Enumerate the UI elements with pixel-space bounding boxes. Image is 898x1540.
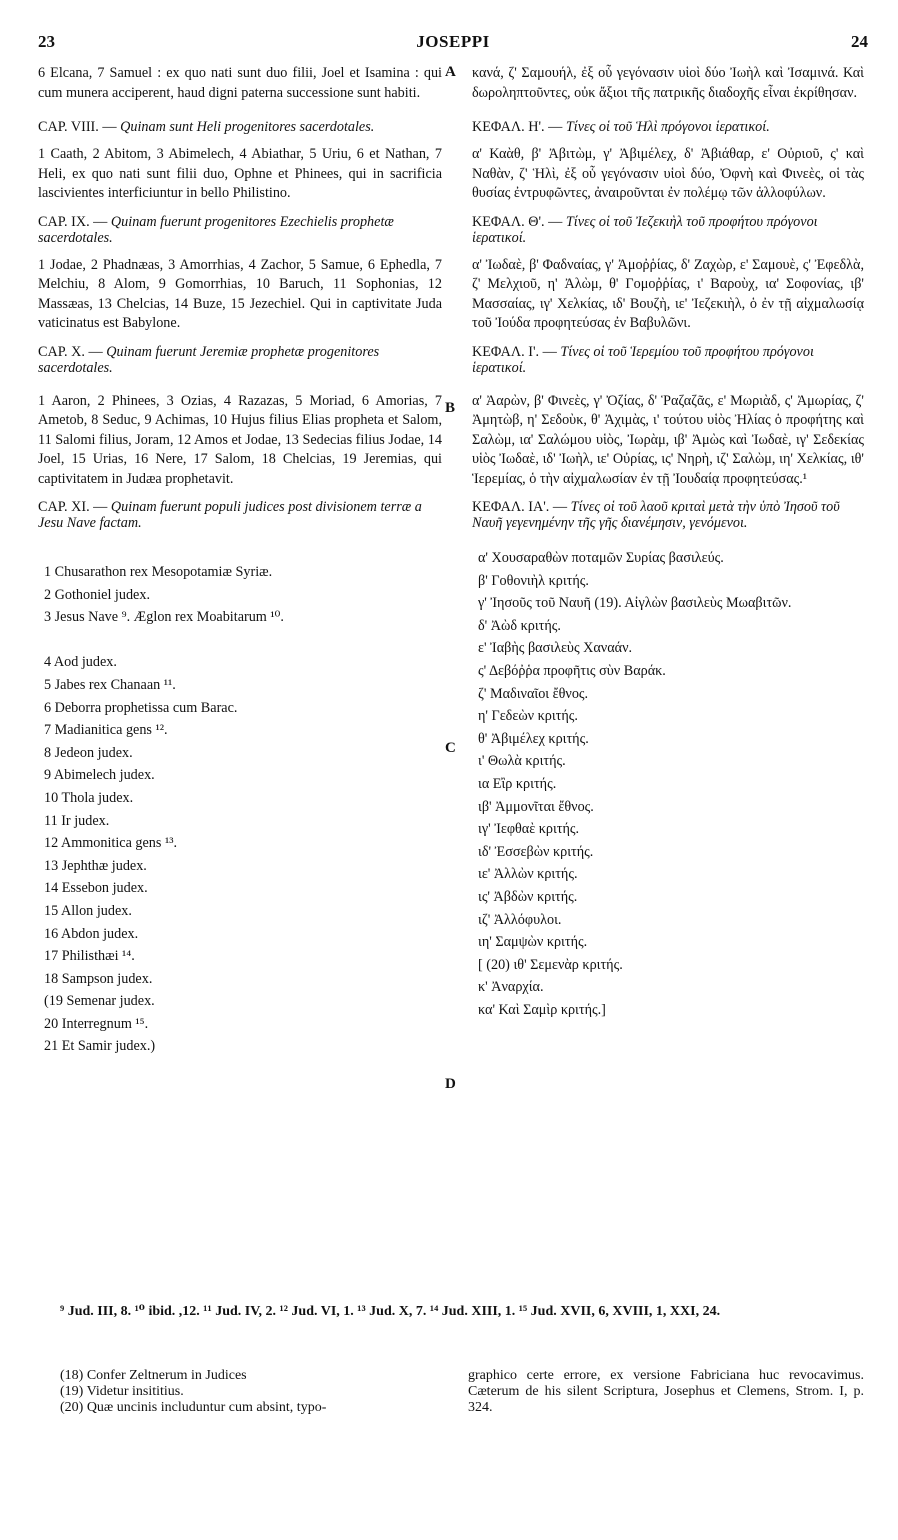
list-item: ιζ' Ἀλλόφυλοι. (478, 911, 562, 928)
cap-title: Τίνες οἱ τοῦ Ἱερεμίου τοῦ προφήτου πρόγονοι ἱερατικοί. (472, 343, 814, 376)
list-item: ε' Ἰαβὴς βασιλεὺς Χαναάν. (478, 640, 633, 657)
editor-notes-left (60, 1368, 455, 1416)
list-item: ις' Ἀβδὼν κριτής. (478, 888, 578, 905)
list-item: 14 Essebon judex. (44, 880, 148, 897)
latin-intro: 6 Elcana, 7 Samuel : ex quo nati sunt duo filii, Joel et Isamina : qui cum munera acciperent, haud digni paterna successione sunt habiti. (38, 65, 442, 101)
latin-judges-list (38, 561, 442, 1058)
greek-cap11-heading (472, 499, 864, 531)
greek-cap8-heading (472, 119, 864, 135)
note-18: (18) Confer Zeltnerum in Judices (60, 1368, 247, 1383)
list-item: 10 Thola judex. (44, 789, 134, 806)
list-item: 12 Ammonitica gens ¹³. (44, 835, 178, 852)
latin-cap10-text: 1 Aaron, 2 Phinees, 3 Ozias, 4 Razazas, 5 Moriad, 6 Amorias, 7 Ametob, 8 Seduc, 9 Achimas, 10 Hujus filius Elias propheta et Salom, 11 Salomi filius, Joram, 12 Amos et Jodae, 13 Sedecias filius Jodae, 14 Joel, 15 Urias, 16 Nere, 17 Salom, 18 Chelcias, 19 Jeremias, qui captivitatem in Judæa prophetavit. (38, 392, 442, 487)
latin-cap10-heading (38, 344, 442, 376)
cap-title: Quinam fuerunt progenitores Ezechielis prophetæ sacerdotales. (38, 213, 394, 246)
page-number-right: 24 (851, 32, 868, 51)
margin-letter-b: B (445, 400, 456, 416)
cap-title: Quinam sunt Heli progenitores sacerdotales. (120, 119, 375, 135)
latin-cap8-text: 1 Caath, 2 Abitom, 3 Abimelech, 4 Abiathar, 5 Uriu, 6 et Nathan, 7 Heli, ex quo nati sunt filii duo, Ophne et Phinees, qui in sacrificia lascivientes interficiuntur in bello Philistino. (38, 146, 442, 201)
list-item: ιγ' Ἰεφθαὲ κριτής. (478, 821, 580, 838)
editor-notes-right: graphico certe errore, ex versione Fabriciana huc revocavimus. Cæterum de his silent Scriptura, Josephus et Clemens, Strom. I, p. 324. (468, 1368, 864, 1415)
cap-title: Τίνες οἱ τοῦ Ἰεζεκιὴλ τοῦ προφήτου πρόγονοι ἱερατικοί. (472, 213, 818, 246)
list-item: 6 Deborra prophetissa cum Barac. (44, 699, 238, 716)
greek-judges-list (472, 547, 864, 1021)
cap-label: CAP. VIII. — (38, 119, 117, 135)
list-item: 7 Madianitica gens ¹². (44, 722, 168, 739)
note-20: (20) Quæ uncinis includuntur cum absint, typo- (60, 1400, 327, 1415)
greek-cap8-text: α' Καὰθ, β' Ἀβιτὼμ, γ' Ἀβιμέλεχ, δ' Ἀβιάθαρ, ε' Οὐριοῦ, ς' καὶ Ναθὰν, ζ' Ἡλὶ, ἐξ οὗ γεγόνασιν υἱοὶ δύο, Ὀφνὴ καὶ Φινεὲς, οἱ τὰς θυσίας ἐντρυφῶντες, ἀναιροῦνται ἐν πολέμῳ τῶν ἀλλοφύλων. (472, 146, 864, 201)
greek-cap10-text: α' Ἀαρὼν, β' Φινεὲς, γ' Ὀζίας, δ' Ῥαζαζᾶς, ε' Μωριὰδ, ς' Ἀμωρίας, ζ' Ἀμητὼβ, η' Σεδοὺκ, θ' Ἀχιμὰς, ι' τούτου υἱὸς Ἠλίας ὁ προφήτης καὶ Σαλὼμ, ια' Σαλώμου υἱὸς, Ἰωρὰμ, ιβ' Ἀμὼς καὶ Ἰωδαὲ, ιγ' Σεδεκίας υἱὸς Ἰωδαὲ, ιδ' Ἰωὴλ, ιε' Οὐρίας, ις' Νηρὴ, ιζ' Σαλὼμ, ιη' Χελκίας, ιθ' Ἱερεμίας, ὁ τὴν αἰχμαλωσίαν ἐν τῇ Ἰουδαίᾳ προφητεύσας.¹ (472, 392, 864, 487)
list-item: ια Εἲρ κριτής. (478, 775, 557, 792)
cap-label: CAP. X. — (38, 343, 103, 360)
margin-letter-a: A (445, 64, 456, 80)
latin-cap9-text: 1 Jodae, 2 Phadnæas, 3 Amorrhias, 4 Zachor, 5 Samue, 6 Ephedla, 7 Melchiu, 8 Alom, 9 Gomorrhias, 10 Baruch, 11 Sophonias, 12 Massæas, 13 Chelcias, 14 Buze, 15 Jezechiel. Qui in captivitate Juda vaticinatus est Babylone. (38, 256, 442, 331)
scripture-references (60, 1302, 868, 1322)
list-item: 5 Jabes rex Chanaan ¹¹. (44, 676, 176, 693)
latin-cap8-heading (38, 119, 442, 135)
list-item: ιδ' Ἐσσεβὼν κριτής. (478, 843, 594, 860)
list-item: 2 Gothoniel judex. (44, 586, 150, 603)
cap-title: Quinam fuerunt Jeremiæ prophetæ progenitores sacerdotales. (38, 343, 380, 376)
list-item: ιβ' Ἀμμονῖται ἔθνος. (478, 798, 594, 815)
list-item: 20 Interregnum ¹⁵. (44, 1015, 149, 1032)
list-item: 11 Ir judex. (44, 812, 110, 829)
greek-column (472, 64, 864, 1021)
list-item: 4 Aod judex. (44, 654, 117, 671)
list-item: ιη' Σαμψὼν κριτής. (478, 934, 588, 951)
list-item (38, 629, 442, 652)
list-item: γ' Ἰησοῦς τοῦ Ναυῆ (19). Αἰγλὼν βασιλεὺς Μωαβιτῶν. (478, 595, 792, 612)
cap-label: ΚΕΦΑΛ. Ι'. — (472, 343, 557, 360)
list-item: ι' Θωλὰ κριτής. (478, 753, 566, 770)
greek-cap10-heading (472, 344, 864, 376)
list-item: 17 Philisthæi ¹⁴. (44, 948, 135, 965)
list-item: ς' Δεβόῤῥα προφῆτις σὺν Βαράκ. (478, 662, 666, 679)
list-item: θ' Ἀβιμέλεχ κριτής. (478, 730, 589, 747)
scripture-references-text: ⁹ Jud. III, 8. ¹⁰ ibid. ,12. ¹¹ Jud. IV, 2. ¹² Jud. VI, 1. ¹³ Jud. X, 7. ¹⁴ Jud. XIII, 1. ¹⁵ Jud. XVII, 6, XVIII, 1, XXI, 24. (60, 1304, 721, 1319)
greek-cap9-text: α' Ἰωδαὲ, β' Φαδναίας, γ' Ἀμοῤῥίας, δ' Ζαχὼρ, ε' Σαμουὲ, ς' Ἐφεδλὰ, ζ' Μελχιοῦ, η' Ἀλὼμ, θ' Γομοῤῥίας, ι' Βαροὺχ, ια' Σοφονίας, ιβ' Μασσαίας, ιγ' Χελκίας, ιδ' Βουζὴ, ιε' Ἰεζεκιὴλ, ὁ ἐν τῇ αἰχμαλωσίᾳ τοῦ Ἰούδα προφητεύσας ἐν Βαβυλῶνι. (472, 256, 864, 331)
latin-cap11-heading (38, 499, 442, 531)
margin-letter-d: D (445, 1076, 456, 1092)
list-item: 1 Chusarathon rex Mesopotamiæ Syriæ. (44, 564, 273, 580)
page-number-left: 23 (38, 32, 55, 51)
list-item: (19 Semenar judex. (44, 993, 155, 1010)
list-item: 3 Jesus Nave ⁹. Æglon rex Moabitarum ¹⁰. (44, 609, 284, 626)
latin-column (38, 64, 442, 1058)
margin-letter-c: C (445, 740, 456, 756)
list-item: 21 Et Samir judex.) (44, 1038, 156, 1055)
list-item: ζ' Μαδιναῖοι ἔθνος. (478, 685, 589, 702)
list-item: β' Γοθονιὴλ κριτής. (478, 572, 589, 589)
list-item: 8 Jedeon judex. (44, 744, 133, 761)
note-19: (19) Videtur insititius. (60, 1384, 184, 1399)
cap-label: ΚΕΦΑΛ. Θ'. — (472, 213, 563, 230)
cap-label: CAP. IX. — (38, 213, 108, 230)
cap-title: Τίνες οἱ τοῦ λαοῦ κριταὶ μετὰ τὴν ὑπὸ Ἰησοῦ τοῦ Ναυῆ γεγενημένην τῆς γῆς διανέμησιν, γενόμενοι. (472, 499, 840, 531)
page-header (38, 32, 868, 56)
latin-cap9-heading (38, 214, 442, 246)
list-item: ιε' Ἀλλὼν κριτής. (478, 866, 578, 883)
cap-label: ΚΕΦΑΛ. ΙΑ'. — (472, 499, 568, 515)
cap-label: ΚΕΦΑΛ. Η'. — (472, 119, 563, 135)
list-item: κ' Ἀναρχία. (478, 979, 544, 996)
list-item: 9 Abimelech judex. (44, 767, 155, 784)
list-item: 13 Jephthæ judex. (44, 857, 147, 874)
list-item: α' Χουσαραθὼν ποταμῶν Συρίας βασιλεύς. (478, 550, 724, 566)
cap-title: Τίνες οἱ τοῦ Ἡλὶ πρόγονοι ἱερατικοί. (565, 119, 770, 135)
running-title: JOSEPPI (416, 32, 490, 51)
cap-title: Quinam fuerunt populi judices post divisionem terræ a Jesu Nave factam. (38, 499, 422, 531)
greek-cap9-heading (472, 214, 864, 246)
greek-intro: κανά, ζ' Σαμουήλ, ἐξ οὗ γεγόνασιν υἱοὶ δύο Ἰωὴλ καὶ Ἰσαμινά. Καὶ δωροληπτοῦντες, οὐκ ἄξιοι τῆς πατρικῆς διαδοχῆς εἶναι ἐκρίθησαν. (472, 65, 864, 101)
list-item: [ (20) ιθ' Σεμενὰρ κριτής. (478, 956, 623, 973)
list-item: 15 Allon judex. (44, 902, 132, 919)
list-item: δ' Ἀὼδ κριτής. (478, 617, 561, 634)
list-item: η' Γεδεὼν κριτής. (478, 708, 578, 725)
list-item: κα' Καὶ Σαμὶρ κριτής.] (478, 1001, 606, 1018)
cap-label: CAP. XI. — (38, 499, 108, 515)
list-item: 16 Abdon judex. (44, 925, 139, 942)
list-item: 18 Sampson judex. (44, 970, 153, 987)
